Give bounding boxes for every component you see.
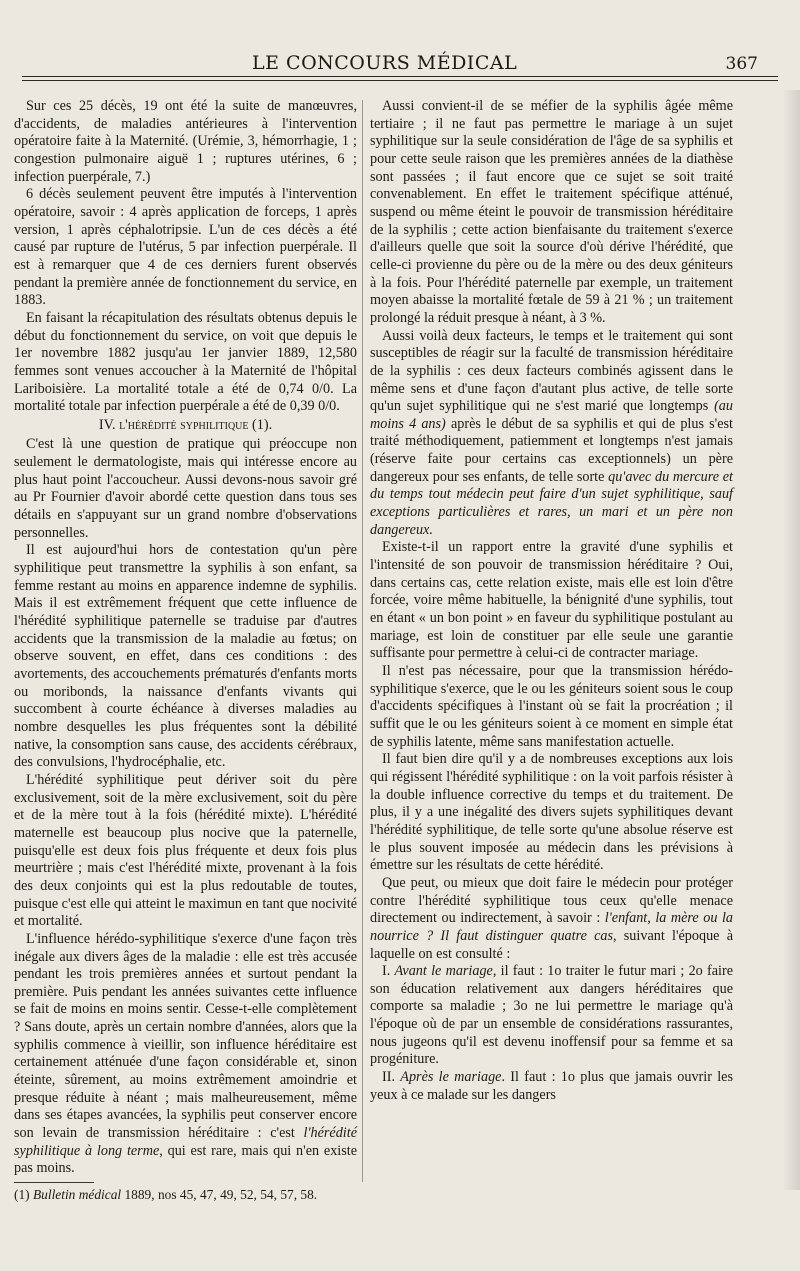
paragraph-text: L'influence hérédo-syphilitique s'exerce d'une façon très inégale aux divers âges de la maladie : elle est très accusée pendant les trois premières années et surtout pendant la première. Puis pendant les années suivantes cette influence se fait de moins en moins sentir. Cesse-t-elle complètement ? Sans doute, après un certain nombre d'années, alors que la syphilis commence à vieillir, son influence héréditaire est certainement atténuée d'une façon considérable et, sinon éteinte, sûrement, au moins extrêmement amoindrie et presque réduite à néant ; mais malheureusement, même dans ses étapes avancées, la syphilis peut conserver encore son levain de transmission héréditaire : c'est: [14, 930, 357, 1142]
paragraph-text: , qui est rare, mais qui n'en existe pas moins.: [14, 1142, 357, 1177]
section-heading: [14, 417, 357, 435]
paragraph: [14, 931, 357, 1178]
paragraph: L'hérédité syphilitique peut dériver soit du père exclusivement, soit de la mère exclusivement, soit du père et de la mère tout à la fois (hérédité mixte). L'hérédité maternelle est beaucoup plus nocive que la paternelle, puisqu'elle est deux fois plus fréquente et deux fois plus meurtrière ; mais c'est l'hérédité mixte, provenant à la fois des deux conjoints qui est la plus redoutable de toutes, puisque c'est elle qui atteint le maximun en tant que nocivité et mortalité.: [14, 771, 357, 930]
paragraph-text: après le début de sa syphilis et qui de plus s'est traité méthodiquement, patiemment et longtemps n'est jamais (réserve faite pour certains cas exceptionnels) un père dangereux pour ses enfants, de telle sorte: [370, 415, 733, 485]
paragraph: [370, 875, 733, 963]
emphasis: Après le mariage: [400, 1069, 502, 1086]
list-label: II.: [382, 1069, 401, 1086]
footnote: [14, 1186, 357, 1204]
paragraph-text: Aussi voilà deux facteurs, le temps et le traitement qui sont susceptibles de réagir sur la faculté de transmission héréditaire de la syphilis : ces deux facteurs combinés agissent dans le même sens et d'une façon d'autant plus active, de telle sorte qu'un sujet syphilitique qui ne s'est marié que longtemps: [370, 327, 733, 415]
header-rule-double: [22, 80, 778, 81]
paragraph-text: Que peut, ou mieux que doit faire le médecin pour protéger contre l'hérédité syphilitique tous ceux qu'elle menace directement ou indirectement, à savoir :: [370, 874, 733, 927]
journal-title: LE CONCOURS MÉDICAL: [242, 52, 527, 74]
paragraph: 6 décès seulement peuvent être imputés à l'intervention opératoire, savoir : 4 après application de forceps, 1 après version, 1 après céphalotripsie. L'un de ces décès a été causé par rupture de l'utérus, 5 par infection puerpérale. Il est à remarquer que 4 de ces derniers furent observés pendant la première année de fonctionnement du service, en 1883.: [14, 186, 357, 309]
column-divider: [362, 100, 363, 1182]
paragraph: Il est aujourd'hui hors de contestation qu'un père syphilitique peut transmettre la syphilis à son enfant, sa femme restant au moins en apparence indemne de syphilis. Mais il est extrêmement fréquent que cette influence de l'hérédité syphilitique paternelle se traduise par d'autres accidents que la transmission de la maladie au fœtus; on observe souvent, en effet, dans ces conditions : des avortements, des accouchements prématurés d'enfants morts ou moribonds, la naissance d'enfants vivants qui succombent à courte échéance à diverses maladies au nombre desquelles les plus fréquentes sont la débilité native, la consomption sans cause, des accidents cérébraux, des convulsions, l'hydrocéphalie, etc.: [14, 542, 357, 771]
paragraph-text: , il faut : 1o traiter le futur mari ; 2o faire son éducation relativement aux dangers héréditaires que comporte sa maladie ; 3o ne lui permettre le mariage qu'à l'époque où de par un ensemble de considérations rassurantes, nous jugeons qu'il est devenu inoffensif pour sa femme et sa progéniture.: [370, 963, 734, 1068]
left-column: [14, 98, 357, 1204]
paragraph: Aussi convient-il de se méfier de la syphilis âgée même tertiaire ; il ne faut pas permettre le mariage à un sujet syphilitique sur la seule considération de l'âge de sa syphilis et pour cette seule raison que les premières années de la diathèse sont passées ; il faut encore que ce sujet se soit traité convenablement. En effet le traitement spécifique atténué, suspend ou même éteint le pouvoir de transmission héréditaire de la syphilis ; cette action bienfaisante du traitement s'exerce d'ailleurs quelle que soit la source d'où dérive l'hérédité, que celle-ci provienne du père ou de la mère ou des deux géniteurs à la fois. Pour l'hérédité paternelle par exemple, un traitement moyen abaisse la mortalité fœtale de 59 à 21 % ; un traitement prolongé la réduit presque à néant, à 3 %.: [370, 98, 733, 326]
emphasis: Avant le mariage: [394, 963, 493, 980]
paragraph: Sur ces 25 décès, 19 ont été la suite de manœuvres, d'accidents, de maladies antérieures à l'intervention opératoire faite à la Maternité. (Urémie, 3, hémorrhagie, 1 ; congestion pulmonaire aiguë 1 ; ruptures utérines, 6 ; infection puerpérale, 7.): [14, 98, 357, 185]
emphasis: l'enfant, la mère ou la nourrice ? Il faut distinguer quatre cas: [370, 910, 733, 944]
paragraph: [370, 963, 733, 1069]
paragraph: Existe-t-il un rapport entre la gravité d'une syphilis et l'intensité de son pouvoir de transmission héréditaire ? Oui, dans certains cas, cette relation existe, mais elle est loin d'être forcée, voire même habituelle, la bénignité d'une syphilis, tout en étant « un bon point » en faveur du syphilitique postulant au mariage, est loin de constituer par elle seule une garantie suffisante pour permettre à celui-ci de contracter mariage.: [370, 539, 733, 662]
section-number: IV.: [98, 416, 116, 433]
paragraph: C'est là une question de pratique qui préoccupe non seulement le dermatologiste, mais qui intéresse encore au plus haut point l'accoucheur. Aussi devons-nous savoir gré au Pr Fournier d'avoir abordé cette question dans tous ses détails en s'appuyant sur un grand nombre d'observations personnelles.: [14, 436, 357, 541]
header-rule: [22, 76, 778, 77]
paragraph: [370, 328, 733, 540]
section-title: l'hérédité syphilitique: [119, 416, 249, 433]
footnote-rule: [14, 1182, 94, 1183]
paragraph: Il faut bien dire qu'il y a de nombreuses exceptions aux lois qui régissent l'hérédité syphilitique : on la voit parfois résister à la double influence corrective du temps et du traitement. De plus, il y a une inégalité des divers sujets syphilitiques devant l'hérédité syphilitique, de telle sorte qu'une absolue réserve est le plus souvent imposée au médecin dans les prévisions à émettre sur les résultats de cette hérédité.: [370, 751, 733, 874]
paragraph: [370, 1069, 733, 1104]
right-column: [370, 98, 733, 1104]
paragraph: En faisant la récapitulation des résultats obtenus depuis le début du fonctionnement du service, on voit que depuis le 1er novembre 1882 jusqu'au 1er janvier 1889, 12,580 femmes sont venues accoucher à la Maternité de l'hôpital Lariboisière. La mortalité totale a été de 0,74 0/0. La mortalité totale par infection puerpérale a été de 0,39 0/0.: [14, 309, 357, 415]
paragraph-text: . Il faut : 1o plus que jamais ouvrir les yeux à ce malade sur les dangers: [370, 1069, 733, 1103]
footnote-text: 1889, nos 45, 47, 49, 52, 54, 57, 58.: [121, 1187, 318, 1203]
emphasis: l'hérédité syphilitique à long terme: [14, 1125, 357, 1159]
footnote-journal: Bulletin médical: [32, 1187, 122, 1203]
emphasis: (au moins 4 ans): [370, 398, 733, 432]
paragraph: Il n'est pas nécessaire, pour que la transmission hérédo-syphilitique s'exerce, que le ou les géniteurs soient sous le coup d'accidents spécifiques à l'instant où se fait la procréation ; il suffit que le ou les géniteurs soient à ce moment en simple état de syphilis latente, même sans manifestation actuelle.: [370, 663, 733, 750]
paragraph-text: , suivant l'époque à laquelle on est consulté :: [370, 927, 733, 962]
running-header: [22, 50, 778, 86]
page-number: 367: [725, 54, 758, 74]
page-edge-shadow: [782, 90, 800, 1190]
emphasis: qu'avec du mercure et du temps tout médecin peut faire d'un sujet syphilitique, sauf exceptions particulières et rares, un mari et un père non dangereux.: [370, 468, 733, 538]
list-label: I.: [382, 963, 395, 980]
section-footnote-ref: (1).: [252, 416, 273, 433]
footnote-number: (1): [14, 1187, 30, 1203]
